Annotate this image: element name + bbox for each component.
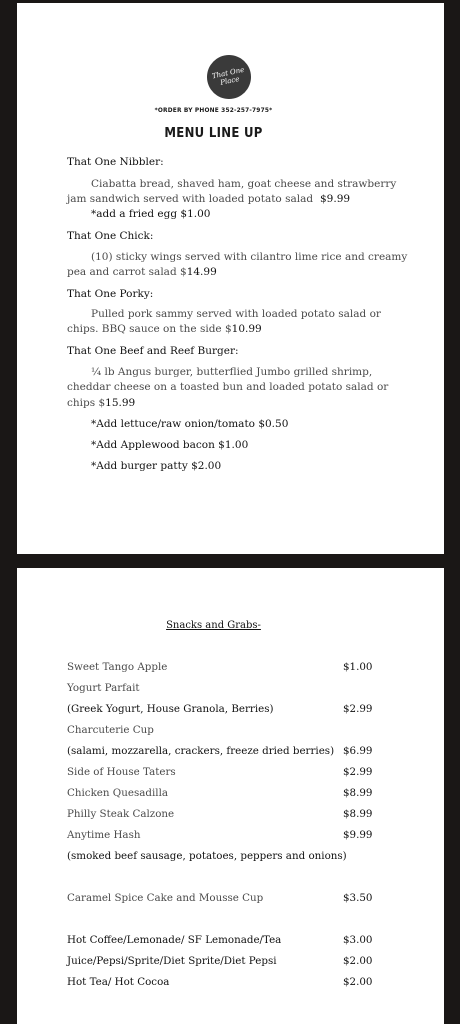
item-addon-burger-1: *Add lettuce/raw onion/tomato $0.50 <box>91 418 289 430</box>
item-desc-nibbler-line1: Ciabatta bread, shaved ham, goat cheese and strawberry <box>91 178 397 190</box>
item-desc-porky-line2: chips. BBQ sauce on the side $10.99 <box>67 323 262 335</box>
snack-row-price: $2.00 <box>343 955 373 967</box>
snack-row-name: Hot Tea/ Hot Cocoa <box>67 976 170 988</box>
snack-row-price: $8.99 <box>343 787 373 799</box>
item-name-porky: That One Porky: <box>67 288 154 300</box>
item-desc-nibbler-line2: jam sandwich served with loaded potato salad <box>67 193 314 205</box>
snack-row-name: Hot Coffee/Lemonade/ SF Lemonade/Tea <box>67 934 282 946</box>
snack-row-name: Anytime Hash <box>67 829 141 841</box>
snack-row-name: (salami, mozzarella, crackers, freeze dried berries) <box>67 745 335 757</box>
item-desc-burger-line1: ¼ lb Angus burger, butterflied Jumbo grilled shrimp, <box>91 366 373 378</box>
snack-row-name: (smoked beef sausage, potatoes, peppers and onions) <box>67 850 347 862</box>
snack-row-name: Side of House Taters <box>67 766 176 778</box>
snack-row-price: $6.99 <box>343 745 373 757</box>
menu-title: MENU LINE UP <box>164 126 263 141</box>
snack-row-price: $3.00 <box>343 934 373 946</box>
snack-row-price: $2.00 <box>343 976 373 988</box>
item-desc-chick-line2: pea and carrot salad $14.99 <box>67 266 217 278</box>
item-price-nibbler: $9.99 <box>320 193 351 205</box>
snack-row-price: $2.99 <box>343 766 373 778</box>
item-price-porky: 10.99 <box>231 323 262 335</box>
snack-row-price: $8.99 <box>343 808 373 820</box>
snack-row-price: $2.99 <box>343 703 373 715</box>
item-desc-porky-line1: Pulled pork sammy served with loaded potato salad or <box>91 308 381 320</box>
item-desc-burger-line3: chips $15.99 <box>67 397 136 409</box>
snack-row-price: $3.50 <box>343 892 373 904</box>
item-addon-burger-2: *Add Applewood bacon $1.00 <box>91 439 249 451</box>
snack-row-price: $1.00 <box>343 661 373 673</box>
snack-row-name: Sweet Tango Apple <box>67 661 168 673</box>
item-desc-burger-line2: cheddar cheese on a toasted bun and loaded potato salad or <box>67 381 389 393</box>
item-desc-chick-line1: (10) sticky wings served with cilantro lime rice and creamy <box>91 251 408 263</box>
snack-row-name: Philly Steak Calzone <box>67 808 175 820</box>
item-name-burger: That One Beef and Reef Burger: <box>67 345 239 357</box>
snack-row-name: Yogurt Parfait <box>67 682 140 694</box>
snack-row-name: Caramel Spice Cake and Mousse Cup <box>67 892 264 904</box>
item-addon-nibbler: *add a fried egg $1.00 <box>91 208 211 220</box>
item-addon-burger-3: *Add burger patty $2.00 <box>91 460 222 472</box>
item-name-nibbler: That One Nibbler: <box>67 156 164 168</box>
logo-text: That One Place <box>211 65 246 87</box>
snack-row-name: Chicken Quesadilla <box>67 787 169 799</box>
snack-row-name: (Greek Yogurt, House Granola, Berries) <box>67 703 274 715</box>
snack-row-name: Charcuterie Cup <box>67 724 154 736</box>
order-by-phone-line: *ORDER BY PHONE 352-257-7975* <box>154 106 273 114</box>
item-price-chick: 14.99 <box>186 266 217 278</box>
snack-row-name: Juice/Pepsi/Sprite/Diet Sprite/Diet Pepsi <box>67 955 277 967</box>
snack-row-price: $9.99 <box>343 829 373 841</box>
item-name-chick: That One Chick: <box>67 230 154 242</box>
item-price-burger: 15.99 <box>105 397 136 409</box>
snacks-section-title: Snacks and Grabs- <box>166 620 261 631</box>
